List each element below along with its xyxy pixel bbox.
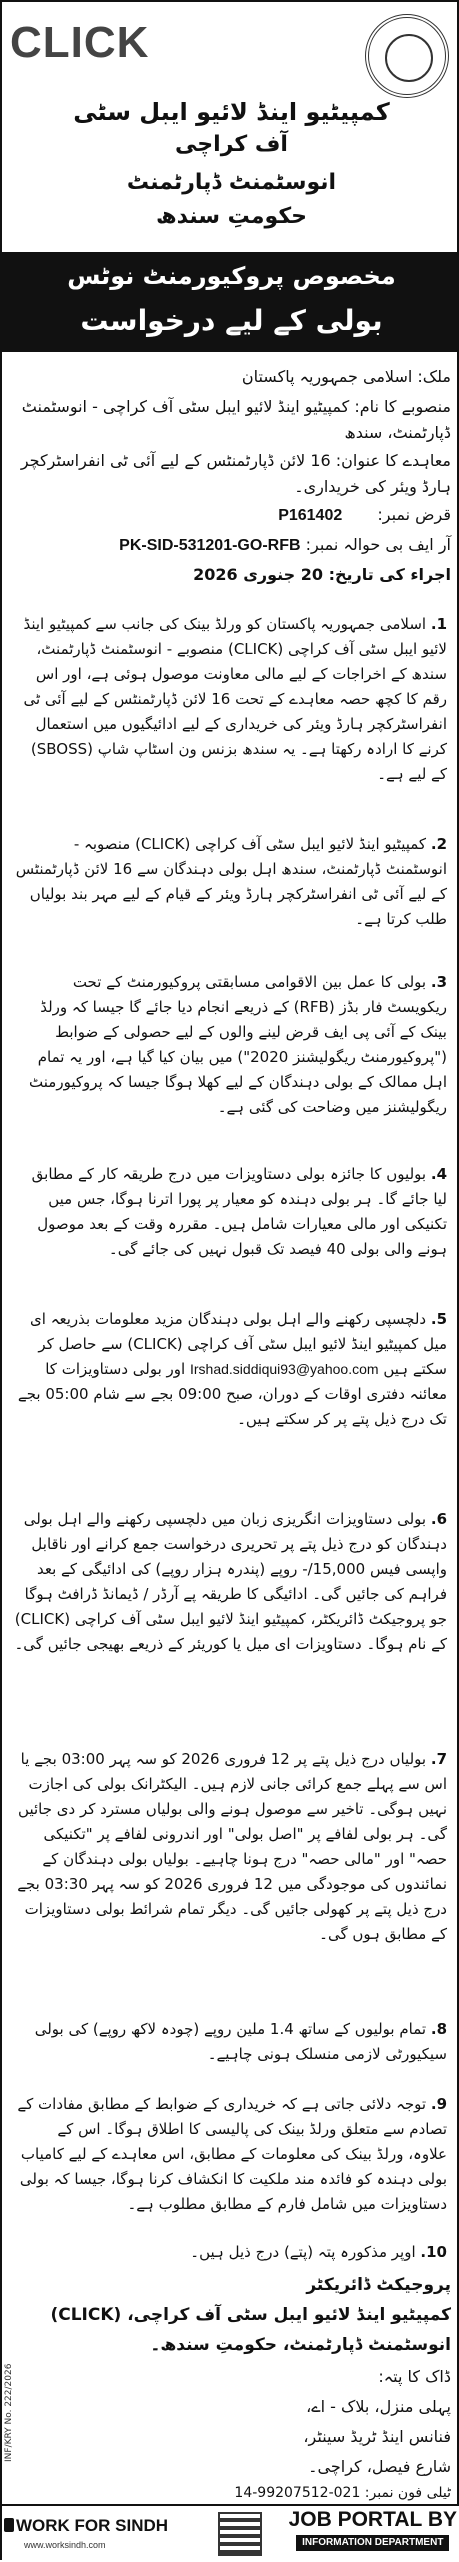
paragraph-text: تمام بولیوں کے ساتھ 1.4 ملین روپے (چودہ لاکھ روپے) کی بولی سیکیورٹی لازمی منسلک ہونی چاہیے۔ — [34, 2020, 447, 2063]
signature-dept: انوسٹمنٹ ڈپارٹمنٹ، حکومتِ سندھ۔ — [150, 2335, 451, 2355]
address-line3: شارع فیصل، کراچی۔ — [308, 2457, 451, 2476]
footer-left — [4, 2516, 168, 2536]
logo-text: CLICK — [10, 18, 150, 67]
paragraph-3 — [14, 970, 447, 1120]
qr-code-icon — [218, 2512, 262, 2556]
signature-org: کمپیٹیو اینڈ لائیو ایبل سٹی آف کراچی، (CLICK) — [50, 2305, 451, 2325]
notice-banner — [2, 252, 459, 352]
paragraph-2 — [14, 832, 447, 932]
address-line2: فنانس اینڈ ٹریڈ سینٹر، — [303, 2427, 451, 2446]
signature-title: پروجیکٹ ڈائریکٹر — [306, 2275, 451, 2295]
paragraph-number: 5. — [430, 1310, 447, 1328]
info-contract: معاہدے کا عنوان: 16 لائن ڈپارٹمنٹس کے لیے آئی ٹی انفراسٹرکچر ہارڈ ویئر کی خریداری۔ — [20, 451, 451, 496]
info-country: ملک: اسلامی جمہوریہ پاکستان — [241, 367, 451, 386]
contact-email[interactable]: Irshad.siddiqui93@yahoo.com — [190, 1361, 379, 1377]
paragraph-10 — [14, 2240, 447, 2265]
paragraph-text: کمپیٹیو اینڈ لائیو ایبل سٹی آف کراچی (CLICK) منصوبہ - انوسٹمنٹ ڈپارٹمنٹ، سندھ اہل بولی دہندگان سے 16 لائن ڈپارٹمنٹس کے لیے آئی ٹی انفراسٹرکچر ہارڈ ویئر کے قیام کے لیے مہر بند بولیاں طلب کرتا ہے۔ — [15, 835, 447, 928]
paragraph-text: بولی کا عمل بین الاقوامی مسابقتی پروکیورمنٹ کے تحت ریکویسٹ فار بڈز (RFB) کے ذریعے انجام دیا جائے گا جیسا کہ ورلڈ بینک کے آئی پی ایف قرض لینے والوں کے لیے حصولی کے ضوابط ("پروکیورمنٹ ریگولیشنز 2020") میں بیان کیا گیا ہے، اور یہ تمام اہل ممالک کے بولی دہندگان کے لیے کھلا ہوگا جیسا کہ پروکیورمنٹ ریگولیشنز میں وضاحت کی گئی ہے۔ — [29, 973, 447, 1116]
footer-left-text: WORK FOR SINDH — [16, 2516, 169, 2535]
paragraph-6 — [14, 1507, 447, 1657]
rfb-number: PK-SID-531201-GO-RFB — [119, 537, 301, 554]
paragraph-text: اوپر مذکورہ پتہ (پتے) درج ذیل ہیں۔ — [190, 2243, 416, 2261]
paragraph-number: 7. — [430, 1750, 447, 1768]
paragraph-4 — [14, 1162, 447, 1262]
org-title-line2: آف کراچی — [175, 132, 288, 157]
paragraph-number: 3. — [430, 973, 447, 991]
hand-icon — [4, 2518, 14, 2532]
paragraph-number: 8. — [430, 2020, 447, 2038]
paragraph-number: 6. — [430, 1510, 447, 1528]
phone-number: ٹیلی فون نمبر: 021-99207512-14 — [234, 2485, 451, 2501]
paragraph-text-continued: اور بولی دستاویزات کا معائنہ دفتری اوقات کے دوران، صبح 09:00 بجے سے شام 05:00 بجے تک درج ذیل پتے پر کر سکتے ہیں۔ — [17, 1360, 447, 1428]
address-line1: پہلی منزل، بلاک - اے، — [306, 2397, 451, 2416]
footer-right-line1: JOB PORTAL BY — [288, 2508, 457, 2531]
paragraph-number: 2. — [430, 835, 447, 853]
postal-address — [12, 2362, 451, 2482]
footer-right-line2: INFORMATION DEPARTMENT — [296, 2535, 449, 2551]
paragraph-8 — [14, 2017, 447, 2067]
government-seal-icon — [365, 14, 449, 98]
header — [2, 2, 459, 229]
side-reference-code: INF/KRY No. 222/2026 — [4, 2363, 14, 2462]
paragraph-5 — [14, 1307, 447, 1432]
org-title-line1: کمپیٹیو اینڈ لائیو ایبل سٹی — [73, 98, 390, 126]
paragraph-text: بولیوں کا جائزہ بولی دستاویزات میں درج طریقہ کار کے مطابق لیا جائے گا۔ ہر بولی دہندہ کو معیار پر پورا اترنا ہوگا، جس میں تکنیکی اور مالی معیارات شامل ہیں۔ مقررہ وقت کے بعد موصول ہونے والی بولی 40 فیصد تک قبول نہیں کی جائے گی۔ — [31, 1165, 447, 1258]
paragraph-text: توجہ دلائی جاتی ہے کہ خریداری کے ضوابط کے مطابق مفادات کے تصادم سے متعلق ورلڈ بینک کی پالیسی کا اطلاق ہوگا۔ اس کے علاوہ، ورلڈ بینک کی معلومات کے مطابق، اس معاہدے کے لیے کامیاب بولی دہندہ کو فائدہ مند ملکیت کا انکشاف کرنا ہوگا، جیسا کہ بولی دستاویزات میں شامل فارم کے مطابق مطلوب ہے۔ — [17, 2095, 447, 2213]
paragraph-text: اسلامی جمہوریہ پاکستان کو ورلڈ بینک کی جانب سے کمپیٹیو اینڈ لائیو ایبل سٹی آف کراچی (CLICK) منصوبے - انوسٹمنٹ ڈپارٹمنٹ، سندھ کے اخراجات کے لیے مالی معاونت موصول ہوئی ہے، اور اس رقم کا کچھ حصہ معاہدے کے تحت 16 لائن ڈپارٹمنٹس کے لیے آئی ٹی انفراسٹرکچر ہارڈ ویئر کی خریداری کے لیے ادائیگیوں میں استعمال کرنے کا ارادہ رکھتا ہے۔ یہ سندھ بزنس ون اسٹاپ شاپ (SBOSS) کے لیے ہے۔ — [23, 615, 447, 783]
info-issue-date: اجراء کی تاریخ: 20 جنوری 2026 — [193, 565, 451, 584]
paragraph-9 — [14, 2092, 447, 2217]
paragraph-1 — [14, 612, 447, 787]
rfb-label: آر ایف بی حوالہ نمبر: — [305, 535, 451, 554]
signature-block — [12, 2270, 451, 2360]
paragraph-number: 9. — [430, 2095, 447, 2113]
org-title-line3: انوسٹمنٹ ڈپارٹمنٹ — [126, 170, 337, 195]
footer-url[interactable]: www.worksindh.com — [24, 2540, 106, 2550]
info-project: منصوبے کا نام: کمپیٹیو اینڈ لائیو ایبل سٹی آف کراچی - انوسٹمنٹ ڈپارٹمنٹ، سندھ — [21, 397, 451, 442]
info-rfb — [12, 532, 451, 559]
paragraph-number: 4. — [430, 1165, 447, 1183]
address-label: ڈاک کا پتہ: — [378, 2367, 451, 2386]
paragraph-number: 1. — [430, 615, 447, 633]
paragraph-number: 10. — [420, 2243, 447, 2261]
paragraph-7 — [14, 1747, 447, 1947]
loan-number: P161402 — [278, 507, 343, 524]
banner-line2: بولی کے لیے درخواست — [80, 304, 383, 337]
loan-label: قرض نمبر: — [377, 505, 451, 524]
banner-line1: مخصوص پروکیورمنٹ نوٹس — [67, 262, 396, 290]
paragraph-text: بولیاں درج ذیل پتے پر 12 فروری 2026 کو سہ پہر 03:00 بجے یا اس سے پہلے جمع کرائی جانی لازم ہیں۔ الیکٹرانک بولی کی اجازت نہیں ہوگی۔ تاخیر سے موصول ہونے والی بولیاں مسترد کر دی جائیں گی۔ ہر بولی لفافے پر "اصل بولی" اور اندرونی لفافے پر "تکنیکی حصہ" اور "مالی حصہ" درج ہونا چاہیے۔ بولیاں بولی دہندگان کے نمائندوں کی موجودگی میں 12 فروری 2026 کو سہ پہر 03:30 بجے درج ذیل پتے پر کھولی جائیں گی۔ دیگر تمام شرائط بولی دستاویزات کے مطابق ہوں گی۔ — [17, 1750, 447, 1943]
paragraph-text: دلچسپی رکھنے والے اہل بولی دہندگان مزید معلومات بذریعہ ای میل کمپیٹیو اینڈ لائیو ایبل سٹی آف کراچی (CLICK) سے حاصل کر سکتے ہیں — [30, 1310, 447, 1378]
click-logo — [10, 18, 149, 68]
paragraph-text: بولی دستاویزات انگریزی زبان میں دلچسپی رکھنے والے اہل بولی دہندگان کو درج ذیل پتے پر تحریری درخواست جمع کرانے اور ناقابل واپسی فیس 15,000/- روپے (پندرہ ہزار روپے) کی ادائیگی کے بعد فراہم کی جائیں گی۔ ادائیگی کا طریقہ پے آرڈر / ڈیمانڈ ڈرافٹ ہوگا جو پروجیکٹ ڈائریکٹر، کمپیٹیو اینڈ لائیو ایبل سٹی آف کراچی (CLICK) کے نام ہوگا۔ دستاویزات ای میل یا کوریئر کے ذریعے بھیجی جائیں گی۔ — [14, 1510, 447, 1653]
info-loan — [12, 502, 451, 529]
org-title-line4: حکومتِ سندھ — [156, 204, 307, 229]
footer — [2, 2504, 459, 2562]
footer-right — [289, 2508, 457, 2551]
